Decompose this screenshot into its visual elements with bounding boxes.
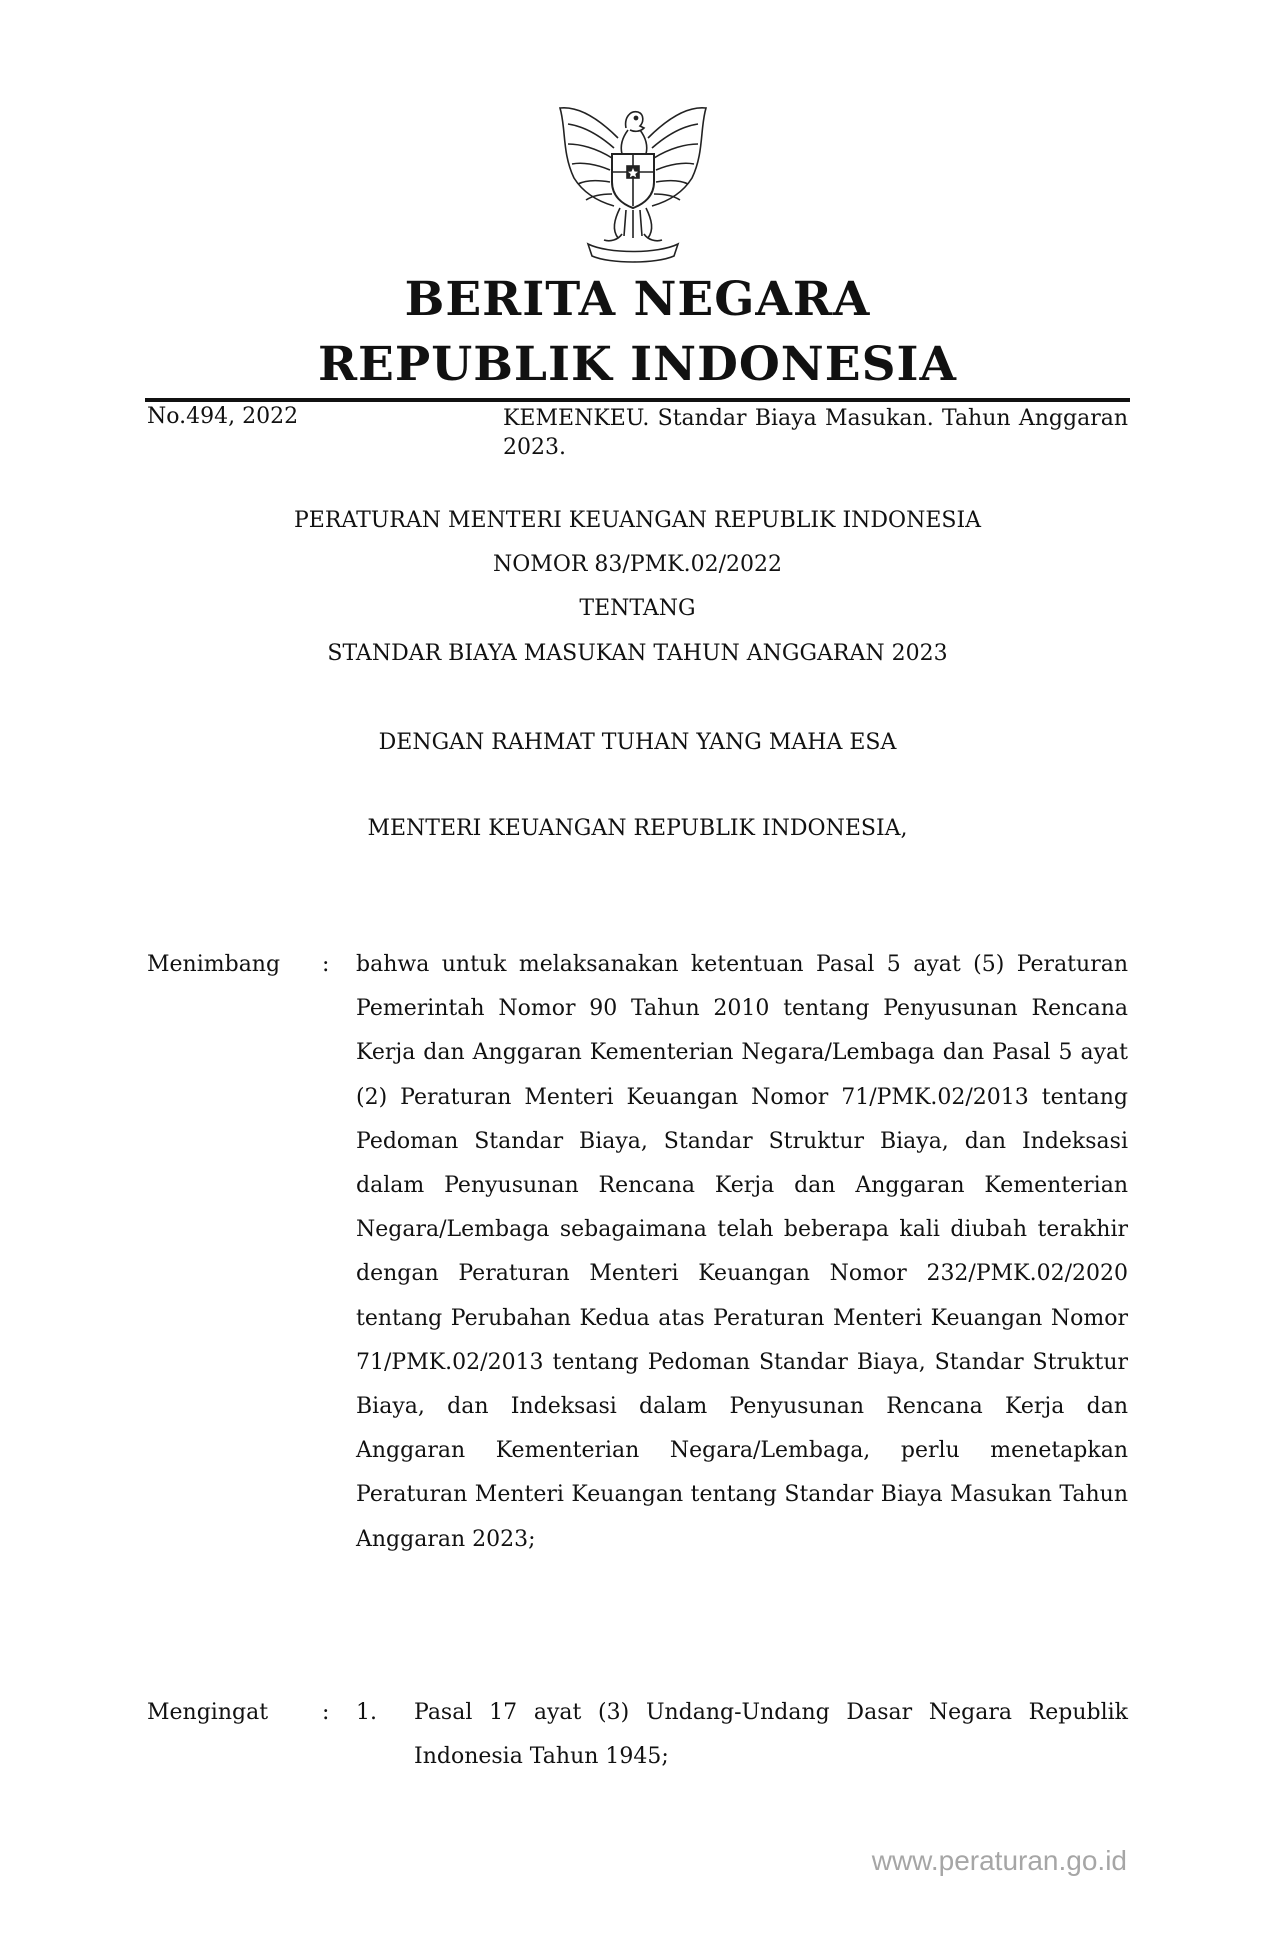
regulation-number: NOMOR 83/PMK.02/2022	[493, 552, 782, 577]
menimbang-label: Menimbang	[147, 952, 281, 977]
menimbang-text: bahwa untuk melaksanakan ketentuan Pasal 5 ayat (5) Peraturan Pemerintah Nomor 90 Tahun 2010 tentang Penyusunan Rencana Kerja dan Anggaran Kementerian Negara/Lembaga dan Pasal 5 ayat (2) Peraturan Menteri Keuangan Nomor 71/PMK.02/2013 tentang Pedoman Standar Biaya, Standar Struktur Biaya, dan Indeksasi dalam Penyusunan Rencana Kerja dan Anggaran Kementerian Negara/Lembaga sebagaimana telah beberapa kali diubah terakhir dengan Peraturan Menteri Keuangan Nomor 232/PMK.02/2020 tentang Perubahan Kedua atas Peraturan Menteri Keuangan Nomor 71/PMK.02/2013 tentang Pedoman Standar Biaya, Standar Struktur Biaya, dan Indeksasi dalam Penyusunan Rencana Kerja dan Anggaran Kementerian Negara/Lembaga, perlu menetapkan Peraturan Menteri Keuangan tentang Standar Biaya Masukan Tahun Anggaran 2023;	[356, 952, 1128, 1552]
mengingat-label: Mengingat	[147, 1700, 269, 1725]
mengingat-item-text: Pasal 17 ayat (3) Undang-Undang Dasar Negara Republik Indonesia Tahun 1945;	[414, 1700, 1128, 1770]
regulation-invocation: DENGAN RAHMAT TUHAN YANG MAHA ESA	[378, 730, 897, 755]
footer-website-link[interactable]: www.peraturan.go.id	[871, 1845, 1127, 1876]
regulation-about: TENTANG	[579, 596, 696, 621]
gazette-summary: KEMENKEU. Standar Biaya Masukan. Tahun Anggaran 2023.	[503, 406, 1128, 460]
regulation-issuer: MENTERI KEUANGAN REPUBLIK INDONESIA,	[367, 816, 908, 841]
mengingat-item-number: 1.	[356, 1700, 377, 1725]
masthead-title: BERITA NEGARA	[404, 272, 871, 327]
garuda-emblem-icon	[548, 98, 718, 266]
regulation-title: PERATURAN MENTERI KEUANGAN REPUBLIK INDONESIA	[293, 508, 982, 533]
gazette-number: No.494, 2022	[147, 404, 299, 429]
mengingat-colon: :	[322, 1700, 330, 1725]
regulation-subject: STANDAR BIAYA MASUKAN TAHUN ANGGARAN 2023	[327, 641, 948, 666]
masthead-divider	[145, 398, 1130, 402]
menimbang-colon: :	[322, 952, 330, 977]
masthead-subtitle: REPUBLIK INDONESIA	[317, 337, 957, 392]
